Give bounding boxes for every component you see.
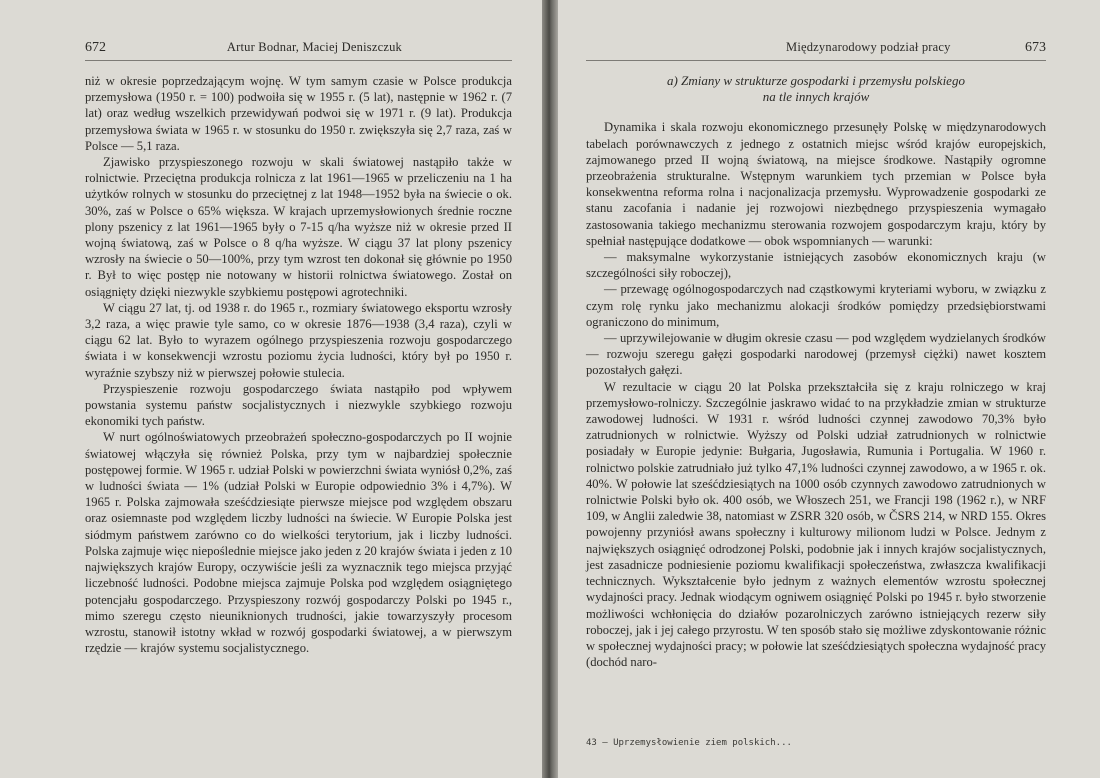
list-item: — przewagę ogólnogospodarczych nad cząstkowymi kryteriami wyboru, w związku z czym rolę rynku jako mechanizmu alokacji środków pomiędzy przedsiębiorstwami ograniczono do minimum, [586, 282, 1046, 329]
section-title-line: na tle innych krajów [762, 89, 870, 105]
paragraph: W rezultacie w ciągu 20 lat Polska przekształciła się z kraju rolniczego w kraj przemysłowo-rolniczy. Szczególnie jaskrawo widać to na przykładzie zmian w strukturze zawodowej ludności. W 1931 r. wśród ludności czynnej zawodowo 70,3% było zatrudnionych w rolnictwie. Wyższy od Polski udział zatrudnionych w rolnictwie posiadały w Europie jedynie: Bułgaria, Jugosławia, Rumunia i Portugalia. W 1960 r. rolnictwo polskie zatrudniało już tylko 47,1% ludności czynnej zawodowo, a w 1965 r. ok. 40%. W połowie lat sześćdziesiątych na 1000 osób czynnych zawodowo zatrudnionych w rolnictwie Polski było ok. 400 osób, we Włoszech 251, we Francji 198 (1962 r.), w NRF 109, w Anglii zaledwie 38, natomiast w ZSRR 320 osób, w ČSRS 214, w NRD 155. Okres powojenny przyniósł awans społeczny i kulturowy milionom ludzi w Polsce. Jednym z największych osiągnięć odrodzonej Polski, podobnie jak i innych krajów socjalistycznych, jest zasadnicze podniesienie poziomu kwalifikacji społeczeństwa, zwłaszcza kwalifikacji technicznych. Wykształcenie było jednym z ważnych elementów wzrostu społecznej wydajności pracy. Jednak wiodącym ogniwem osiągnięć Polski po 1945 r. było stworzenie możliwości wchłonięcia do działów pozarolniczych zarówno istniejących rezerw siły roboczej, jak i jej całego przyrostu. W ten sposób stało się możliwe zdyskontowanie różnic w społecznej wydajności pracy; w połowie lat sześćdziesiątych społeczna wydajność pracy (dochód naro- [586, 379, 1046, 670]
running-head-authors: Artur Bodnar, Maciej Deniszczuk [226, 40, 402, 54]
section-title [586, 73, 1046, 105]
left-page [0, 0, 542, 778]
right-page-body [586, 119, 1046, 670]
page-number: 673 [1025, 40, 1046, 55]
left-page-body [85, 73, 512, 656]
left-page-header [85, 40, 512, 61]
section-title-line: a) Zmiany w strukturze gospodarki i przemysłu polskiego [667, 73, 965, 88]
page-number: 672 [85, 40, 106, 55]
paragraph: W ciągu 27 lat, tj. od 1938 r. do 1965 r., rozmiary światowego eksportu wzrosły 3,2 raza, a więc prawie tyle samo, co w okresie 1876—1938 (3,4 raza), czyli w ciągu 62 lat. Było to wyrazem ogólnego przyspieszenia rozwoju gospodarczego świata i w konsekwencji wzrostu poziomu życia ludności, który był po 1950 r. wyraźnie szybszy niż w pierwszej połowie stulecia. [85, 300, 512, 380]
book-gutter [542, 0, 558, 778]
running-head-title: Międzynarodowy podział pracy [786, 40, 951, 54]
right-page [558, 0, 1100, 778]
signature-footnote: 43 — Uprzemysłowienie ziem polskich... [586, 738, 792, 748]
paragraph: Zjawisko przyspieszonego rozwoju w skali światowej nastąpiło także w rolnictwie. Przeciętna produkcja rolnicza z lat 1961—1965 w przeliczeniu na 1 ha użytków rolnych w stosunku do przeciętnej z lat 1948—1952 była na świecie o ok. 30%, zaś w Polsce o 65% większa. W krajach uprzemysłowionych średnie roczne plony pszenicy z lat 1961—1965 były o 7-15 q/ha wyższe niż w okresie przed II wojną światową, zaś w Polsce o 8 q/ha wyższe. W ciągu 37 lat plony pszenicy wzrosły na świecie o 50—100%, przy tym wzrost ten dokonał się głównie po 1950 r. Był to więc postęp nie notowany w historii rolnictwa światowego. Został on osiągnięty dzięki niezwykle szybkiemu postępowi agrotechniki. [85, 155, 512, 299]
paragraph: Dynamika i skala rozwoju ekonomicznego przesunęły Polskę w międzynarodowych tabelach porównawczych z jednego z ostatnich miejsc wśród krajów europejskich, zajmowanego przed II wojną światową, na miejsce środkowe. Nastąpiły ogromne przeobrażenia strukturalne. Wstępnym warunkiem tych przemian w Polsce była konsekwentna reforma rolna i nacjonalizacja przemysłu. Wyprowadzenie gospodarki ze stanu zacofania i nadanie jej rozwojowi niezbędnego przyspieszenia wymagało zastosowania takiego mechanizmu sterowania rozwojem gospodarczym kraju, który by spełniał następujące dodatkowe — obok wspomnianych — warunki: [586, 120, 1046, 248]
list-item: — uprzywilejowanie w długim okresie czasu — pod względem wydzielanych środków — rozwoju szeregu gałęzi gospodarki narodowej (przemysł ciężki) nawet kosztem pozostałych gałęzi. [586, 331, 1046, 378]
paragraph: W nurt ogólnoświatowych przeobrażeń społeczno-gospodarczych po II wojnie światowej włączyła się również Polska, przy tym w najbardziej społecznie postępowej formie. W 1965 r. udział Polski w powierzchni świata wyniósł 0,2%, zaś w ludności świata — 1% (udział Polski w Europie odpowiednio 3% i 4,7%). W 1965 r. Polska zajmowała sześćdziesiąte pierwsze miejsce pod względem obszaru oraz osiemnaste pod względem liczby ludności na świecie. W Europie Polska jest siódmym państwem zarówno co do wielkości terytorium, jak i liczby ludności. Polska zajmuje więc niepoślednie miejsce jako jeden z 20 krajów świata i jeden z 10 największych krajów Europy, oczywiście jeśli za wyznacznik tego miejsca przyjąć liczebność ludności. Podobne miejsca zajmuje Polska pod względem osiągniętego potencjału gospodarczego. Przyspieszony rozwój gospodarczy Polski po 1945 r., mimo szeregu często nieuniknionych trudności, jakie towarzyszyły procesom wzrostu, stanowił istotny wkład w rozwój gospodarki światowej, a w pierwszym rzędzie — krajów systemu socjalistycznego. [85, 430, 512, 656]
right-page-header [586, 40, 1046, 61]
paragraph: niż w okresie poprzedzającym wojnę. W tym samym czasie w Polsce produkcja przemysłowa (1950 r. = 100) podwoiła się w 1955 r. (5 lat), następnie w 1962 r. (7 lat) oraz według wszelkich przewidywań podwoi się w 1971 r. (9 lat). Produkcja przemysłowa świata w 1965 r. w stosunku do 1950 r. zwiększyła się 2,7 raza, zaś w Polsce — 5,1 raza. [85, 74, 512, 153]
paragraph: Przyspieszenie rozwoju gospodarczego świata nastąpiło pod wpływem powstania systemu państw socjalistycznych i niezwykle szybkiego rozwoju ekonomiki tych państw. [85, 381, 512, 429]
list-item: — maksymalne wykorzystanie istniejących zasobów ekonomicznych kraju (w szczególności siły roboczej), [586, 250, 1046, 281]
